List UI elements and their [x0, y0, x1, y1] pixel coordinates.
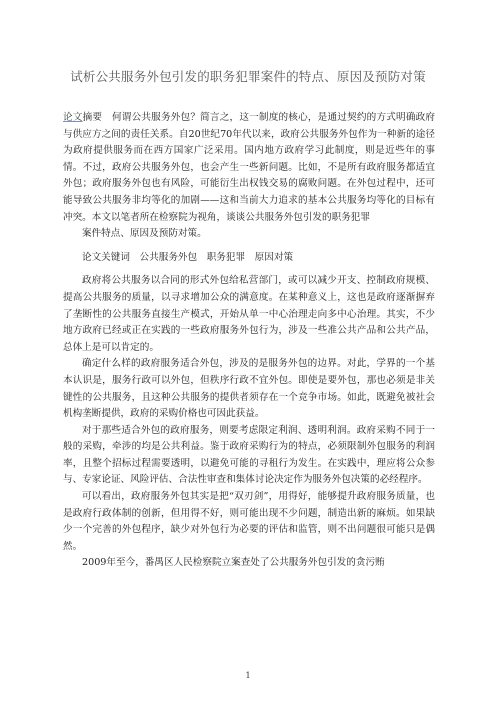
page-number: 1 — [245, 671, 251, 680]
document-title: 试析公共服务外包引发的职务犯罪案件的特点、原因及预防对策 — [70, 69, 426, 84]
body-paragraph-1: 政府将公共服务以合同的形式外包给私营部门，或可以减少开支、控制政府规模、提高公共服务的质量，以寻求增加公众的满意度。在某种意义上，这也是政府逐渐摒弃了垄断性的公共服务直接生产模式，开始从单一中心治理走向多中心治理。其实，不少地方政府已经或正在实践的一些政府服务外包行为，涉及一些准公共产品和公共产品，总体上是可以肯定的。 — [63, 275, 435, 353]
abstract-label-rest: 摘要 — [82, 112, 103, 123]
document-body — [63, 110, 435, 572]
abstract-label: 论文 — [63, 112, 83, 123]
keywords-line: 论文关键词 公共服务外包 职务犯罪 原因对策 — [82, 251, 294, 263]
body-paragraph-3: 对于那些适合外包的政府服务，则要考虑限定利润、透明利润。政府采购不同于一般的采购，牵涉的均是公共利益。鉴于政府采购行为的特点，必须限制外包服务的利润率，且整个招标过程需要透明，以避免可能的寻租行为发生。在实践中，理应将公众参与、专家论证、风险评估、合法性审查和集体讨论决定作为服务外包决策的必经程序。 — [63, 424, 435, 486]
abstract-text: 何谓公共服务外包？简言之，这一制度的核心，是通过契约的方式明确政府与供应方之间的责任关系。自20世纪70年代以来，政府公共服务外包作为一种新的途径为政府提供服务而在西方国家广泛采用。国内地方政府学习此制度，则是近些年的事情。不过，政府公共服务外包，也会产生一些新问题。比如，不是所有政府服务都适宜外包；政府服务外包也有风险，可能衍生出权钱交易的腐败问题。在外包过程中，还可能导致公共服务非均等化的加剧——这和当前大力追求的基本公共服务均等化的目标有冲突。本文以笔者所在检察院为视角，谈谈公共服务外包引发的职务犯罪 — [63, 112, 436, 223]
body-paragraph-4: 可以看出，政府服务外包其实是把“双刃剑”，用得好，能够提升政府服务质量，也是政府行政体制的创新，但用得不好，则可能出现不少问题，制造出新的麻烦。如果缺少一个完善的外包程序，缺少对外包行为必要的评估和监管，则不出问题很可能只是偶然。 — [63, 491, 435, 552]
abstract-paragraph — [63, 110, 435, 226]
body-paragraph-2: 确定什么样的政府服务适合外包，涉及的是服务外包的边界。对此，学界的一个基本认识是，服务行政可以外包，但秩序行政不宜外包。即使是要外包，那也必须是非关键性的公共服务，且这种公共服务的提供者须存在一个竞争市场。如此，既避免被社会机构垄断提供，政府的采购价格也可因此获益。 — [63, 358, 435, 420]
body-paragraph-5: 2009年至今，番禺区人民检察院立案查处了公共服务外包引发的贪污贿 — [82, 557, 385, 569]
abstract-tail: 案件特点、原因及预防对策。 — [82, 228, 207, 240]
